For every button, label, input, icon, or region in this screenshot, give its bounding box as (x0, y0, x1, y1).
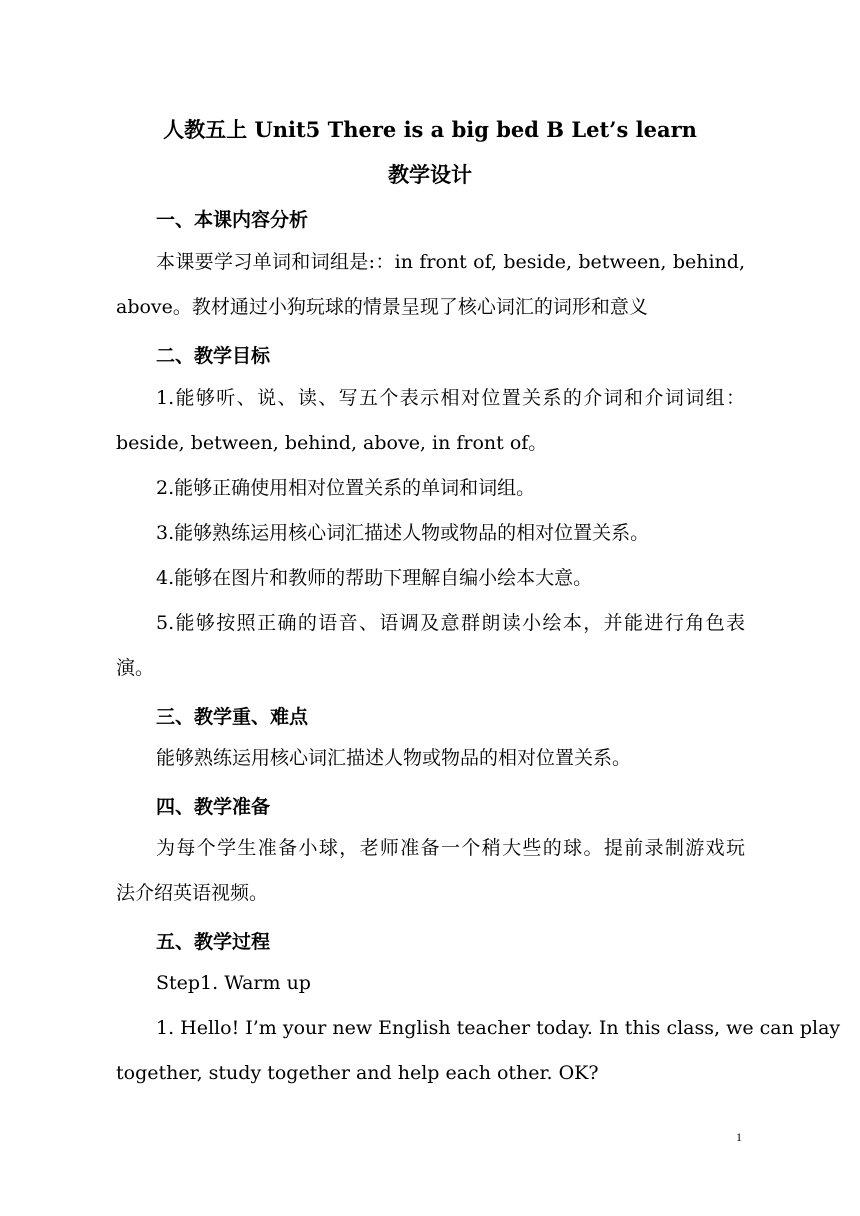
paragraph-line: 法介绍英语视频。 (116, 882, 269, 904)
paragraph-line: 3.能够熟练运用核心词汇描述人物或物品的相对位置关系。 (156, 522, 650, 544)
paragraph-line: 4.能够在图片和教师的帮助下理解自编小绘本大意。 (156, 567, 593, 589)
paragraph-line: 5.能够按照正确的语音、语调及意群朗读小绘本，并能进行角色表 (156, 612, 745, 634)
paragraph-line: 2.能够正确使用相对位置关系的单词和词组。 (156, 477, 536, 499)
paragraph-line: 1.能够听、说、读、写五个表示相对位置关系的介词和介词词组： (156, 387, 745, 409)
paragraph-line: Step1. Warm up (156, 972, 311, 994)
section-heading-key-points: 三、教学重、难点 (156, 706, 309, 728)
paragraph-line: 演。 (116, 657, 155, 679)
section-heading-preparation: 四、教学准备 (156, 796, 271, 818)
document-title: 人教五上 Unit5 There is a big bed B Let’s learn (163, 117, 697, 142)
section-heading-content-analysis: 一、本课内容分析 (156, 209, 309, 231)
page-number: 1 (736, 1130, 742, 1144)
paragraph-line: above。教材通过小狗玩球的情景呈现了核心词汇的词形和意义 (116, 296, 648, 318)
paragraph-line: 本课要学习单词和词组是:：in front of, beside, between, behind, (156, 251, 745, 273)
paragraph-line: beside, between, behind, above, in front of。 (116, 432, 548, 454)
paragraph-line: together, study together and help each other. OK? (116, 1062, 599, 1084)
section-heading-objectives: 二、教学目标 (156, 345, 271, 367)
document-subtitle: 教学设计 (388, 162, 472, 187)
paragraph-line: 能够熟练运用核心词汇描述人物或物品的相对位置关系。 (156, 747, 632, 769)
paragraph-line: 为每个学生准备小球，老师准备一个稍大些的球。提前录制游戏玩 (156, 837, 745, 859)
paragraph-line: 1. Hello! I’m your new English teacher today. In this class, we can play (156, 1017, 841, 1039)
section-heading-procedure: 五、教学过程 (156, 931, 271, 953)
